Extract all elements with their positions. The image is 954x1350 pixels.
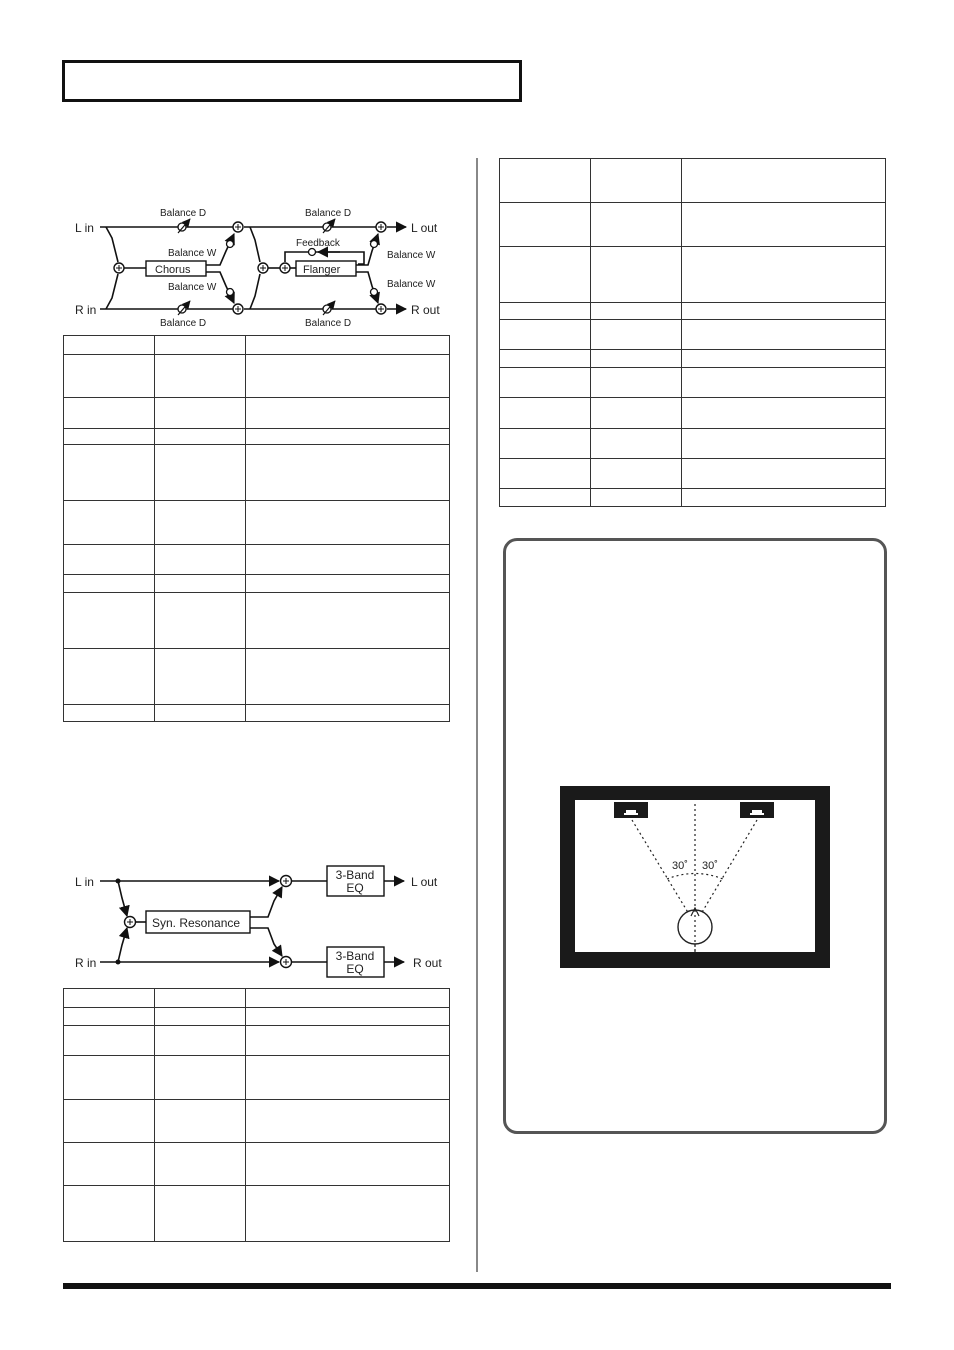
- table-row: [64, 1186, 450, 1242]
- diagram1-l-out-label: L out: [411, 221, 438, 235]
- syn-resonance-label: Syn. Resonance: [152, 916, 241, 930]
- speaker-icon: [614, 802, 648, 818]
- parameter-table-1: [63, 335, 450, 722]
- table-row: [500, 489, 886, 507]
- table-row: [64, 593, 450, 649]
- table-row: [64, 355, 450, 398]
- table-row: [64, 501, 450, 545]
- balance-w-label: Balance W: [387, 279, 436, 290]
- table-row: [64, 575, 450, 593]
- table-row: [500, 203, 886, 247]
- balance-d-label: Balance D: [160, 208, 207, 219]
- diagram2-l-in-label: L in: [75, 875, 94, 889]
- chorus-label: Chorus: [155, 264, 191, 276]
- eq-label-line2: EQ: [346, 962, 364, 976]
- table-row: [500, 247, 886, 303]
- diagram1-r-in-label: R in: [75, 303, 97, 317]
- feedback-label: Feedback: [296, 238, 340, 249]
- table-row: [500, 350, 886, 368]
- diagram2-r-in-label: R in: [75, 956, 97, 970]
- table-row: [500, 320, 886, 350]
- balance-w-label: Balance W: [168, 248, 217, 259]
- diagram1-r-out-label: R out: [411, 303, 440, 317]
- eq-label-line1: 3-Band: [335, 868, 375, 882]
- table-row: [64, 1056, 450, 1100]
- table-row: [500, 159, 886, 203]
- table-row: [64, 649, 450, 705]
- balance-d-label: Balance D: [160, 318, 207, 329]
- table-row: [64, 336, 450, 355]
- balance-d-label: Balance D: [305, 318, 352, 329]
- table-row: [500, 368, 886, 398]
- balance-d-label: Balance D: [305, 208, 352, 219]
- table-row: [64, 1143, 450, 1186]
- table-row: [64, 1100, 450, 1143]
- table-row: [64, 1008, 450, 1026]
- table-row: [64, 545, 450, 575]
- angle-label-right: 30˚: [702, 860, 718, 872]
- balance-w-label: Balance W: [168, 282, 217, 293]
- table-row: [64, 429, 450, 445]
- table-row: [500, 398, 886, 429]
- table-row: [500, 303, 886, 320]
- table-row: [64, 445, 450, 501]
- speaker-placement-figure: [560, 786, 830, 968]
- table-row: [500, 459, 886, 489]
- parameter-table-3: [499, 158, 886, 507]
- table-row: [64, 1026, 450, 1056]
- table-row: [64, 705, 450, 722]
- eq-label-line1: 3-Band: [335, 949, 375, 963]
- speaker-icon: [740, 802, 774, 818]
- flanger-label: Flanger: [303, 264, 341, 276]
- balance-w-label: Balance W: [387, 250, 436, 261]
- diagram2-l-out-label: L out: [411, 875, 438, 889]
- parameter-table-2: [63, 988, 450, 1242]
- table-row: [64, 989, 450, 1008]
- table-row: [500, 429, 886, 459]
- footer-rule: [63, 1283, 891, 1289]
- diagram2-r-out-label: R out: [413, 956, 442, 970]
- angle-label-left: 30˚: [672, 860, 688, 872]
- eq-label-line2: EQ: [346, 881, 364, 895]
- diagram1-l-in-label: L in: [75, 221, 94, 235]
- table-row: [64, 398, 450, 429]
